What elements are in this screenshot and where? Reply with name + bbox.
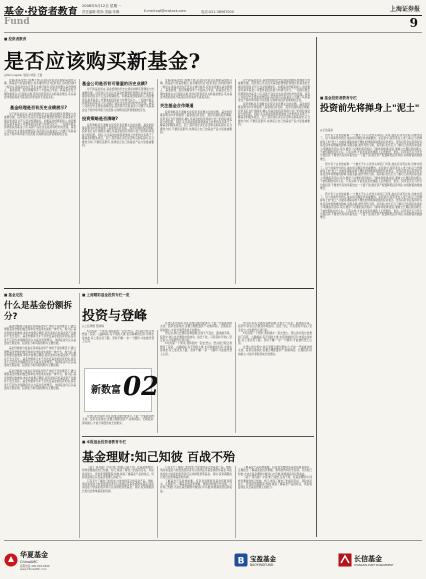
article-paragraph: 只有充分了解自己的需求,才能选择适合的基金产品。例如,风险承受能力较低的投资者可以选择货币基金或债券基金;风险承受能力较高的投资者可以选择股票型基金。同时,投资期限的长短也会影响基金的选择。	[82, 479, 154, 493]
baoying-logo-icon	[234, 553, 248, 567]
masthead-rule	[4, 15, 422, 16]
article-paragraph: 在登山的过程中,我们需要合理分配体力,不能一开始就冲得太快。投资也是如此,需要合理配置资产,控制风险。长期投资,保持耐心,才能分享经济成长的果实。	[238, 345, 312, 356]
headline-share-split-text: 什么是基金份额拆分?	[4, 301, 73, 322]
column-author: ◎上投摩根 陈晓峰	[82, 324, 105, 328]
section-rule	[82, 436, 314, 437]
changxin-logo-block	[338, 545, 422, 575]
right-article-body	[320, 134, 422, 504]
baoying-en: BAOYINGFUND	[250, 562, 274, 567]
header-bottom-rule	[4, 32, 422, 33]
article-paragraph: 投资策略是否清晰也是投资者需要关注的问题。基金的招募说明书中详细说明了基金的投资目标、投资范围和投资策略,投资者应该仔细阅读,确认该基金的投资风格与自己的风险承受能力相匹配。同时,关注基金的销售渠道和合作机构也有助于了解基金的服务质量。总之,投资者在决定是否购买新基金时,应当理性分析,不要盲目跟风,选择适合自己的基金产品才是最重要的。	[82, 123, 154, 148]
bottom-col-3	[238, 466, 312, 538]
subhead-strategy: 投资策略是否清晰?	[82, 116, 118, 122]
section-tag-center: ■ 上周精彩基金投资专栏一览	[82, 293, 130, 298]
section-rule	[4, 288, 314, 289]
section-tag-left-mid: ■ 基金定投	[4, 293, 23, 298]
changxin-name: 长信基金	[354, 554, 382, 563]
column-divider	[157, 330, 158, 433]
promo-box	[84, 368, 160, 412]
center-col-1	[82, 330, 154, 366]
baoying-logo-block	[234, 545, 314, 575]
section-title: 基金·投资者教育	[4, 7, 78, 18]
article-paragraph: 5月的第一个周末,我和朋友一起去登山。登山的过程让我想到了投资。山路崎岖,有平坦的大道,也有陡峭的石阶;市场也是如此,有上涨也有下跌。坚持不懈,一步一个脚印,才能最终登上山顶。	[82, 330, 154, 344]
date-line: 2008年5月12日 星期一	[82, 4, 121, 8]
article-paragraph: 西方有个古老的故事:一个樵夫不小心把斧头掉到了河里,他在河边哭泣时,河神出现了。这个故事告诉我们,诚实和冷静是非常重要的。在投资中,投资者在入市之前,应当先掸掉身上的"泥土",也就是清除各种不理性的情绪和错误的投资观念。很多投资者在投资时容易受到市场情绪的影响,追涨杀跌,最终导致亏损。投资前,首先应当了解自己的风险承受能力,明确投资目标;其次,要学习必要的投资知识,了解市场规律;最后,要树立长期投资的理念,不被短期波动所左右。只有这样,才能在投资的道路上走得更稳、更远。投资者还应当学会分散投资,不要把所有的鸡蛋放在一个篮子里,通过资产配置降低投资风险,实现财富的稳健增长。	[320, 192, 422, 220]
article-paragraph: 只有充分了解自己的需求,才能选择适合的基金产品。例如,风险承受能力较低的投资者可以选择货币基金或债券基金;风险承受能力较高的投资者可以选择股票型基金。同时,投资期限的长短也会影响基金的选择。	[160, 466, 232, 480]
article-paragraph: 基金份额拆分是指在保持基金资产净值不变的情况下,通过调整基金份额的数量和单位净值来实现的一种方式。拆分后,基金份额总数增加,单位净值相应降低,投资者持有的基金资产总额并不发生变化。基金份额拆分并不会改变基金的投资价值,投资者不应因为净值降低而认为基金变得便宜。选择基金仍应以基金的长期业绩、投资能力和风险控制为主要依据。	[4, 347, 76, 368]
baoying-name: 宝盈基金	[250, 554, 276, 563]
huaxia-logo-block	[4, 545, 78, 575]
article-paragraph: 西方有个古老的故事:一个樵夫不小心把斧头掉到了河里,他在河边哭泣时,河神出现了。这个故事告诉我们,诚实和冷静是非常重要的。在投资中,投资者在入市之前,应当先掸掉身上的"泥土",也就是清除各种不理性的情绪和错误的投资观念。很多投资者在投资时容易受到市场情绪的影响,追涨杀跌,最终导致亏损。投资前,首先应当了解自己的风险承受能力,明确投资目标;其次,要学习必要的投资知识,了解市场规律;最后,要树立长期投资的理念,不被短期波动所左右。只有这样,才能在投资的道路上走得更稳、更远。投资者还应当学会分散投资,不要把所有的鸡蛋放在一个篮子里,通过资产配置降低投资风险,实现财富的稳健增长。	[320, 163, 422, 191]
section-tag-right: ■ 基金投资者教育专栏	[320, 96, 357, 101]
subhead-manager-record: 基金经理是否有历史业绩展示?	[10, 105, 67, 111]
headline-new-fund: 是否应该购买新基金?	[4, 49, 201, 73]
article-paragraph: 对于新基金而言,基金经理的历史业绩是判断其管理能力的重要依据。投资者应该关注该基金经理曾经管理过的基金的长期业绩表现,而不仅仅是短期排名。如果基金经理是新人,则需要更多参考基金公司整体的投资能力和研究实力。一家拥有稳定投研团队的基金公司,其新产品往往也能延续较好的表现。基金公司的历史业绩也值得借鉴,投资者可以查看该公司旗下其他基金在不同市场环境下的表现,以判断其投资管理的稳定性。	[238, 79, 310, 103]
column-divider	[235, 466, 236, 538]
article-paragraph: 了解基金产品同样重要。投资者需要阅读基金招募说明书、定期报告,了解基金的投资策略、费率结构和历史业绩。只有知己知彼,才能在基金理财中做到心中有数,取得满意的投资收益。	[160, 479, 232, 493]
fund-label: Fund	[4, 17, 30, 27]
column-divider	[157, 466, 158, 538]
svg-text:B: B	[237, 556, 245, 567]
changxin-logo-icon	[338, 553, 352, 567]
left-mid-body	[4, 325, 76, 515]
huaxia-logo-icon	[4, 553, 18, 567]
column-divider	[79, 79, 80, 284]
article-paragraph: 投资策略是否清晰也是投资者需要关注的问题。基金的招募说明书中详细说明了基金的投资目标、投资范围和投资策略,投资者应该仔细阅读,确认该基金的投资风格与自己的风险承受能力相匹配。同时,关注基金的销售渠道和合作机构也有助于了解基金的服务质量。总之,投资者在决定是否购买新基金时,应当理性分析,不要盲目跟风,选择适合自己的基金产品才是最重要的。	[160, 110, 232, 135]
bottom-col-1	[82, 466, 154, 538]
column-divider	[235, 322, 236, 433]
section-tag-bottom: ■ 本报基金投资者教育专栏	[82, 440, 126, 445]
headline-right	[320, 104, 422, 115]
section-tag-investor-education: ■ 投资者教育	[4, 37, 26, 42]
article-paragraph: 投资策略是否清晰也是投资者需要关注的问题。基金的招募说明书中详细说明了基金的投资目标、投资范围和投资策略,投资者应该仔细阅读,确认该基金的投资风格与自己的风险承受能力相匹配。同时,关注基金的销售渠道和合作机构也有助于了解基金的服务质量。总之,投资者在决定是否购买新基金时,应当理性分析,不要盲目跟风,选择适合自己的基金产品才是最重要的。	[238, 102, 310, 127]
article-paragraph: 5月的第一个周末,我和朋友一起去登山。登山的过程让我想到了投资。山路崎岖,有平坦的大道,也有陡峭的石阶;市场也是如此,有上涨也有下跌。坚持不懈,一步一个脚印,才能最终登上山顶。	[238, 332, 312, 346]
article-paragraph: 基金份额拆分是指在保持基金资产净值不变的情况下,通过调整基金份额的数量和单位净值来实现的一种方式。拆分后,基金份额总数增加,单位净值相应降低,投资者持有的基金资产总额并不发生变化。基金份额拆分并不会改变基金的投资价值,投资者不应因为净值降低而认为基金变得便宜。选择基金仍应以基金的长期业绩、投资能力和风险控制为主要依据。	[4, 325, 76, 346]
headline-right-text: 投资前先将掸身上"泥土"	[320, 104, 420, 114]
changxin-en: CHANGXIN ASSET MANAGEMENT	[354, 563, 394, 567]
masthead	[4, 3, 422, 33]
footer-rule	[4, 540, 422, 541]
article-paragraph: 登山时,我们会遇到各种困难,比如天气变化、路途疲劳等。投资中,我们也会遇到市场波动、信息干扰。只有保持平常心,坚定信念,才能最终达到目标。	[160, 332, 232, 343]
article-paragraph: 基金份额拆分是指在保持基金资产净值不变的情况下,通过调整基金份额的数量和单位净值来实现的一种方式。拆分后,基金份额总数增加,单位净值相应降低,投资者持有的基金资产总额并不发生变化。基金份额拆分并不会改变基金的投资价值,投资者不应因为净值降低而认为基金变得便宜。选择基金仍应以基金的长期业绩、投资能力和风险控制为主要依据。	[4, 369, 76, 390]
center-col-3	[238, 322, 312, 433]
center-col-2	[160, 322, 232, 433]
article-col-3	[160, 79, 232, 284]
huaxia-tel: 客服电话:400-818-6666	[20, 564, 50, 568]
email-line: E-mail:xqf@cnstock.com	[144, 9, 186, 13]
huaxia-name: 华夏基金	[20, 550, 48, 559]
editor-line: 责任编辑:郑尚 美编:朱琳	[82, 10, 120, 14]
page-number: 9	[409, 16, 418, 30]
article-paragraph: 在登山的过程中,我们需要合理分配体力,不能一开始就冲得太快。投资也是如此,需要合理配置资产,控制风险。长期投资,保持耐心,才能分享经济成长的果实。	[160, 322, 232, 332]
article-paragraph: 了解基金产品同样重要。投资者需要阅读基金招募说明书、定期报告,了解基金的投资策略、费率结构和历史业绩。只有知己知彼,才能在基金理财中做到心中有数,取得满意的投资收益。	[238, 466, 312, 476]
article-paragraph: 近期,新基金发行频繁不断,引起投资者对认购新基金的兴趣。新基金与老基金相比,具有哪些特点?投资者应当如何选择?一般而言,新基金因为还没有业绩可参考,投资者需要从基金管理人、基金经理、投资策略等多个方面综合考虑。新基金在发行期内通常以1元面值认购,很多投资者误以为新基金便宜,其实基金净值的高低与基金投资价值并无直接关系。	[160, 79, 232, 100]
subhead-company-record: 基金公司是否有可借鉴的历史业绩?	[82, 81, 148, 86]
huaxia-site: www.ChinaAMC.com	[20, 567, 47, 571]
newspaper-name: 上海证券报	[389, 6, 420, 13]
article-paragraph: 登山时,我们会遇到各种困难,比如天气变化、路途疲劳等。投资中,我们也会遇到市场波动、信息干扰。只有保持平常心,坚定信念,才能最终达到目标。	[238, 322, 312, 332]
article-col-4	[238, 79, 310, 284]
column-divider	[157, 79, 158, 284]
article-paragraph: 对于新基金而言,基金经理的历史业绩是判断其管理能力的重要依据。投资者应该关注该基金经理曾经管理过的基金的长期业绩表现,而不仅仅是短期排名。如果基金经理是新人,则需要更多参考基金公司整体的投资能力和研究实力。一家拥有稳定投研团队的基金公司,其新产品往往也能延续较好的表现。基金公司的历史业绩也值得借鉴,投资者可以查看该公司旗下其他基金在不同市场环境下的表现,以判断其投资管理的稳定性。	[4, 112, 76, 137]
article-paragraph: 《孙子·谋攻篇》中说:知己知彼,百战不殆。在基金理财中,同样需要做到知己知彼。知己,就是了解自己的投资目标、风险承受能力、资金使用期限等;知彼,就是了解基金产品的特点、风险收益特征以及基金管理人的能力。	[238, 476, 312, 490]
column-divider	[316, 37, 317, 537]
center-col-1b	[82, 415, 154, 433]
headline-know-yourself: 基金理财:知己知彼 百战不殆	[82, 450, 235, 464]
phone-line: 电话:021-38967000	[201, 10, 234, 14]
article-paragraph: 5月的第一个周末,我和朋友一起去登山。登山的过程让我想到了投资。山路崎岖,有平坦的大道,也有陡峭的石阶;市场也是如此,有上涨也有下跌。坚持不懈,一步一个脚印,才能最终登上山顶。	[160, 342, 232, 356]
headline-investing-climbing: 投资与登峰	[82, 309, 148, 324]
bottom-col-2	[160, 466, 232, 538]
subhead-channel: 关注基金合作渠道	[160, 103, 194, 109]
article-col-2	[82, 79, 154, 284]
article-paragraph: 西方有个古老的故事:一个樵夫不小心把斧头掉到了河里,他在河边哭泣时,河神出现了。这个故事告诉我们,诚实和冷静是非常重要的。在投资中,投资者在入市之前,应当先掸掉身上的"泥土",也就是清除各种不理性的情绪和错误的投资观念。很多投资者在投资时容易受到市场情绪的影响,追涨杀跌,最终导致亏损。投资前,首先应当了解自己的风险承受能力,明确投资目标;其次,要学习必要的投资知识,了解市场规律;最后,要树立长期投资的理念,不被短期波动所左右。只有这样,才能在投资的道路上走得更稳、更远。投资者还应当学会分散投资,不要把所有的鸡蛋放在一个篮子里,通过资产配置降低投资风险,实现财富的稳健增长。	[320, 134, 422, 161]
article-paragraph: 近期,新基金发行频繁不断,引起投资者对认购新基金的兴趣。新基金与老基金相比,具有哪些特点?投资者应当如何选择?一般而言,新基金因为还没有业绩可参考,投资者需要从基金管理人、基金经理、投资策略等多个方面综合考虑。新基金在发行期内通常以1元面值认购,很多投资者误以为新基金便宜,其实基金净值的高低与基金投资价值并无直接关系。	[4, 79, 76, 100]
headline-share-split	[4, 301, 76, 322]
byline-morningstar: ◎Morningstar 晨星(中国) 王蕾	[4, 73, 43, 77]
article-paragraph: 《孙子·谋攻篇》中说:知己知彼,百战不殆。在基金理财中,同样需要做到知己知彼。知己,就是了解自己的投资目标、风险承受能力、资金使用期限等;知彼,就是了解基金产品的特点、风险收益特征以及基金管理人的能力。	[82, 466, 154, 480]
article-paragraph: 对于新基金而言,基金经理的历史业绩是判断其管理能力的重要依据。投资者应该关注该基金经理曾经管理过的基金的长期业绩表现,而不仅仅是短期排名。如果基金经理是新人,则需要更多参考基金公司整体的投资能力和研究实力。一家拥有稳定投研团队的基金公司,其新产品往往也能延续较好的表现。基金公司的历史业绩也值得借鉴,投资者可以查看该公司旗下其他基金在不同市场环境下的表现,以判断其投资管理的稳定性。	[82, 88, 154, 112]
column-divider	[235, 79, 236, 284]
huaxia-en: ChinaAMC	[20, 559, 38, 564]
article-col-1	[4, 79, 76, 284]
byline-changxin: ◎长信基金	[320, 128, 334, 132]
column-divider	[79, 293, 80, 538]
article-paragraph: 在登山的过程中,我们需要合理分配体力,不能一开始就冲得太快。投资也是如此,需要合理配置资产,控制风险。长期投资,保持耐心,才能分享经济成长的果实。	[82, 415, 154, 425]
promo-number: 02	[123, 372, 160, 402]
promo-new-label: 新数富	[91, 385, 121, 396]
